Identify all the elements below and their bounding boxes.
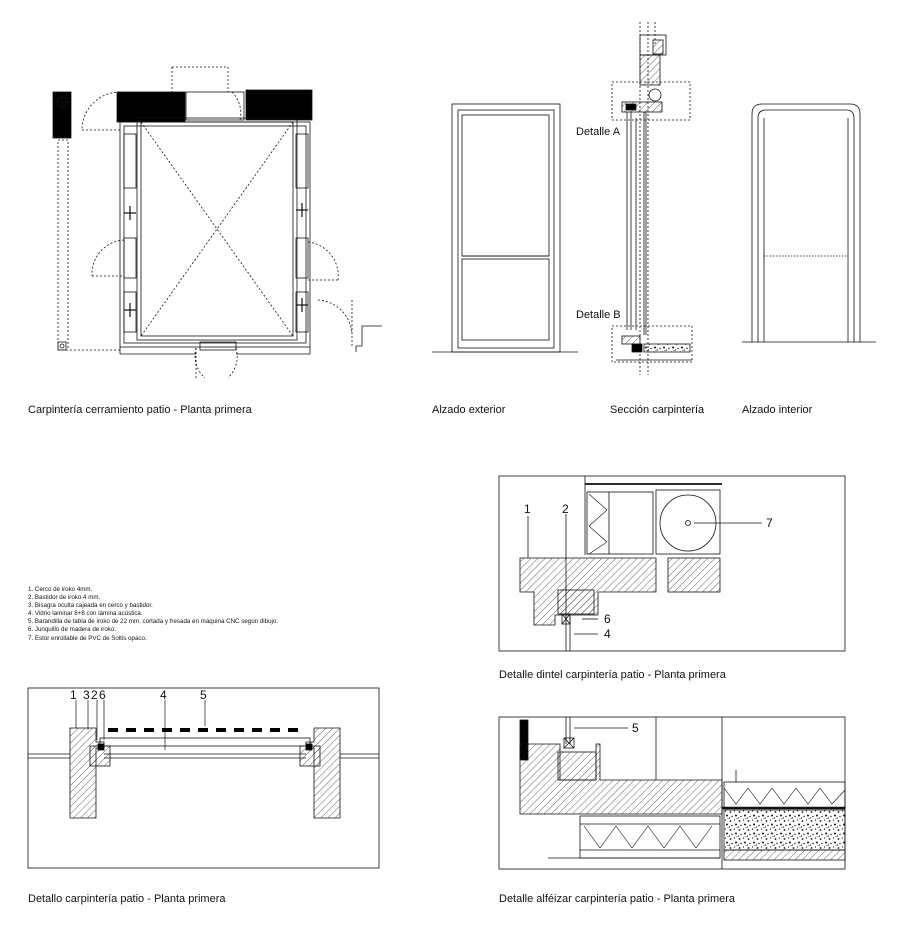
patio-detail (28, 688, 379, 868)
elevation-interior-caption: Alzado interior (742, 404, 813, 416)
plan-caption: Carpintería cerramiento patio - Planta primera (28, 404, 252, 416)
patio-label-2: 2 (91, 688, 98, 702)
wall-block (246, 90, 312, 120)
patio-label-6: 6 (99, 688, 106, 702)
dintel-caption: Detalle dintel carpintería patio - Planta primera (499, 669, 726, 681)
legend-item: 1. Cerco de iroko 4mm. (28, 586, 93, 593)
dintel-label-1: 1 (524, 502, 531, 516)
dintel-label-4: 4 (604, 627, 611, 641)
plan-drawing (53, 67, 382, 378)
legend-item: 5. Barandilla de tabla de iroko de 22 mm. cortada y fresada en máquina CNC según dibujo. (28, 618, 279, 626)
dintel-detail (499, 476, 845, 651)
section-detalle-a-label: Detalle A (576, 126, 621, 138)
patio-label-3: 3 (83, 688, 90, 702)
wall-block (117, 92, 185, 122)
dintel-label-2: 2 (562, 502, 569, 516)
section-caption: Sección carpintería (610, 404, 705, 416)
legend-item: 6. Junquillo de madera de iroko. (28, 626, 117, 634)
dintel-label-7: 7 (766, 516, 773, 530)
legend-item: 4. Vidrio laminar 8+8 con lámina acústica. (28, 610, 143, 618)
patio-label-5: 5 (200, 688, 207, 702)
exterior-elevation (432, 104, 578, 352)
section-detalle-b-label: Detalle B (576, 309, 621, 321)
elevation-exterior-caption: Alzado exterior (432, 404, 506, 416)
legend-item: 3. Bisagra oculta cajeada en cerco y bastidor. (28, 602, 153, 610)
section-drawing (612, 22, 692, 375)
alfeizar-label-5: 5 (632, 721, 639, 735)
legend-item: 7. Estor enrollable de PVC de Soltis opaco. (28, 634, 147, 642)
patio-label-1: 1 (70, 688, 77, 702)
legend-item: 2. Bastidor de iroko 4 mm. (28, 594, 101, 602)
dintel-label-6: 6 (604, 612, 611, 626)
patio-caption: Detallo carpintería patio - Planta primera (28, 893, 226, 905)
materials-legend (28, 586, 278, 643)
alfeizar-detail (499, 717, 845, 869)
patio-label-4: 4 (160, 688, 167, 702)
alfeizar-caption: Detalle alféizar carpintería patio - Planta primera (499, 893, 736, 905)
interior-elevation (742, 104, 876, 342)
